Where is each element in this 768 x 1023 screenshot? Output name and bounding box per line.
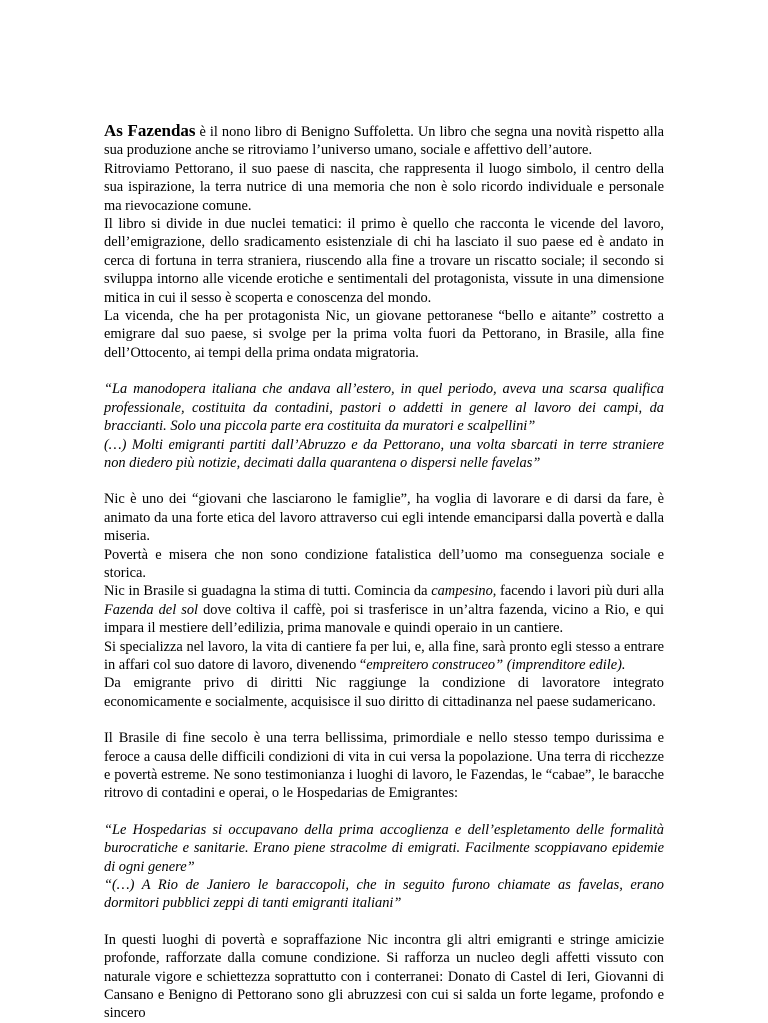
quote-block-2 bbox=[104, 821, 664, 913]
quote-hospedarias: “Le Hospedarias si occupavano della prima accoglienza e dell’espletamento delle formalità burocratiche e sanitarie. Erano piene stracolme di emigrati. Facilmente scoppiavano epidemie di ogni genere” bbox=[104, 821, 664, 875]
paragraph-specializza bbox=[104, 638, 664, 675]
quote-emigranti: (…) Molti emigranti partiti dall’Abruzzo e da Pettorano, una volta sbarcati in terre straniere non diedero più notizie, decimati dalla quarantena o dispersi nelle favelas” bbox=[104, 436, 664, 471]
paragraph-story: La vicenda, che ha per protagonista Nic, un giovane pettoranese “bello e aitante” costretto a emigrare dal suo paese, si svolge per la prima volta fuori da Pettorano, in Brasile, alla fine dell’Ottocento, ai tempi della prima ondata migratoria. bbox=[104, 308, 664, 361]
term-fazenda-del-sol: Fazenda del sol bbox=[104, 601, 199, 618]
text-run: Si specializza nel lavoro, la vita di cantiere fa per lui, e, alla fine, sarà pronto egli stesso a entrare in affari col suo datore di lavoro, divenendo “ bbox=[104, 638, 664, 673]
paragraph-poverta: Povertà e misera che non sono condizione fatalistica dell’uomo ma conseguenza sociale e storica. bbox=[104, 546, 664, 581]
paragraph-nic: Nic è uno dei “giovani che lasciarono le famiglie”, ha voglia di lavorare e di darsi da fare, è animato da una forte etica del lavoro attraverso cui egli intende emanciparsi dalla povertà e dalla miseria. bbox=[104, 491, 664, 545]
paragraph-themes: Il libro si divide in due nuclei tematici: il primo è quello che racconta le vicende del lavoro, dell’emigrazione, dello sradicamento esistenziale di chi ha lasciato il suo paese ed è andato in cerca di fortuna in terra straniera, riuscendo alla fine a trovare un riscatto sociale; il secondo si sviluppa intorno alle vicende erotiche e sentimentali del protagonista, vissute in una dimensione mitica in cui il sesso è scoperta e conoscenza del mondo. bbox=[104, 216, 664, 306]
quote-block-1 bbox=[104, 380, 664, 472]
text-run: , facendo i lavori più duri alla bbox=[492, 583, 664, 600]
document-page bbox=[104, 122, 664, 1023]
paragraph-brasile-stima bbox=[104, 582, 664, 637]
quote-manodopera: “La manodopera italiana che andava all’estero, in quel periodo, aveva una scarsa qualifica professionale, costituita da contadini, pastori o addetti in genere al lavoro dei campi, da braccianti. Solo una piccola parte era costituita da muratori e scalpellini” bbox=[104, 381, 664, 435]
paragraph-amicizie: In questi luoghi di povertà e sopraffazione Nic incontra gli altri emigranti e stringe amicizie profonde, rafforzate dalla comune condizione. Si rafforza un nucleo degli affetti vissuto con naturale vigore e schiettezza soprattutto con i conterranei: Donato di Castel di Ieri, Giovanni di Cansano e Benigno di Pettorano sono gli abruzzesi con cui si salda un forte legame, profondo e sincero bbox=[104, 931, 664, 1022]
term-campesino: campesino bbox=[431, 583, 493, 600]
paragraph-diritti: Da emigrante privo di diritti Nic raggiunge la condizione di lavoratore integrato economicamente e socialmente, acquisisce il suo diritto di cittadinanza nel paese sudamericano. bbox=[104, 675, 664, 710]
paragraph-pettorano: Ritroviamo Pettorano, il suo paese di nascita, che rappresenta il luogo simbolo, il centro della sua ispirazione, la terra nutrice di una memoria che non è solo ricordo individuale e personale ma rievocazione comune. bbox=[104, 160, 664, 214]
text-run: Nic in Brasile si guadagna la stima di tutti. Comincia da bbox=[104, 583, 432, 600]
term-empreitero: empreitero construceo” (imprenditore edile). bbox=[366, 656, 626, 673]
quote-favelas: “(…) A Rio de Janiero le baraccopoli, che in seguito furono chiamate as favelas, erano dormitori pubblici zeppi di tanti emigranti italiani” bbox=[104, 877, 664, 912]
book-title: As Fazendas bbox=[104, 121, 196, 140]
intro-paragraph bbox=[104, 122, 664, 160]
intro-text: è il nono libro di Benigno Suffoletta. Un libro che segna una novità rispetto alla sua produzione anche se ritroviamo l’universo umano, sociale e affettivo dell’autore. bbox=[104, 124, 664, 159]
text-run: dove coltiva il caffè, poi si trasferisce in un’altra fazenda, vicino a Rio, e qui impara il mestiere dell’edilizia, prima manovale e quindi operaio in un cantiere. bbox=[104, 601, 664, 637]
paragraph-brasile-fine-secolo: Il Brasile di fine secolo è una terra bellissima, primordiale e nello stesso tempo durissima e feroce a causa delle difficili condizioni di vita in cui versa la popolazione. Una terra di ricchezze e povertà estreme. Ne sono testimonianza i luoghi di lavoro, le Fazendas, le “cabae”, le baracche ritrovo di contadini e operai, o le Hospedarias de Emigrantes: bbox=[104, 730, 664, 802]
